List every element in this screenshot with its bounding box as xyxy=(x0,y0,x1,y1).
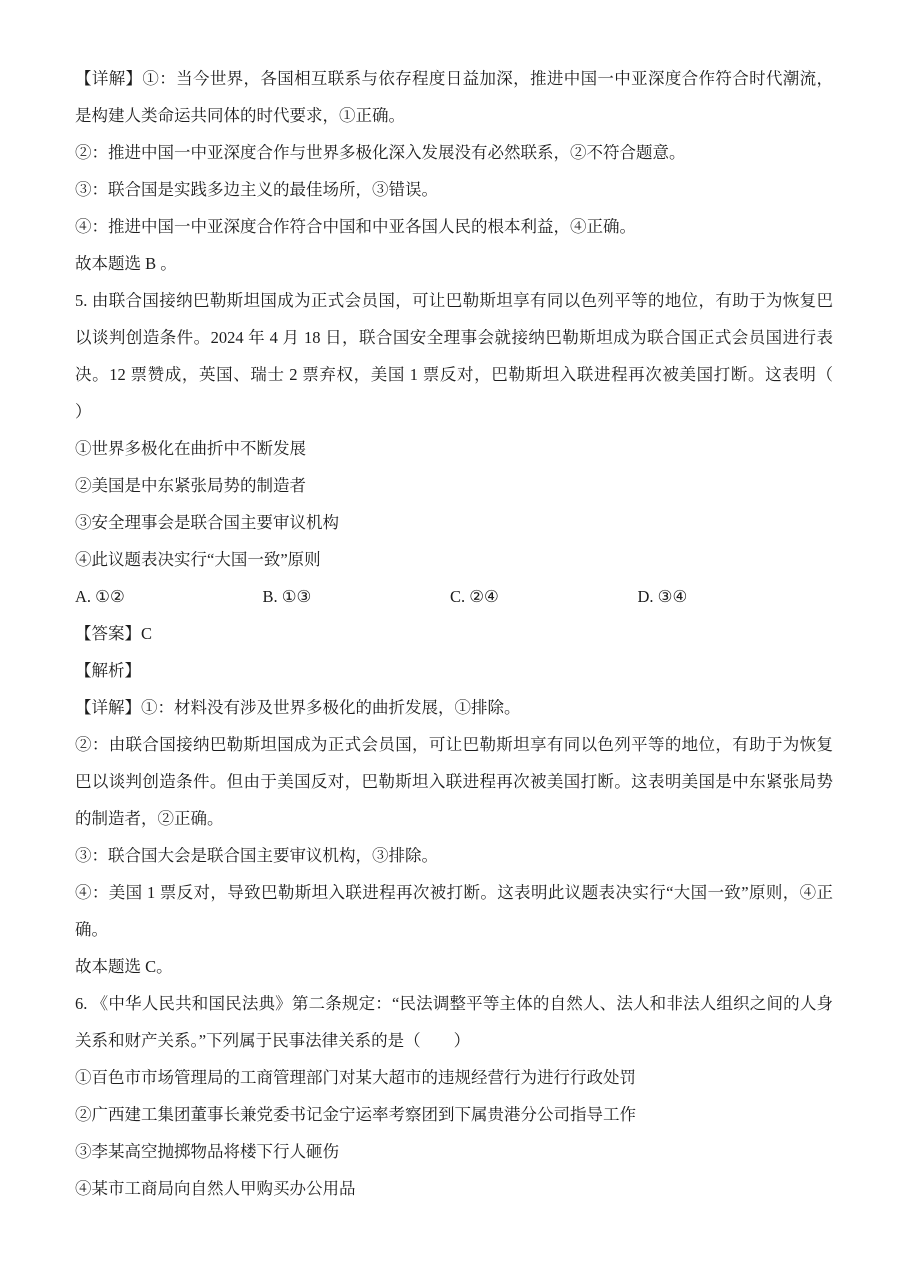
question-6-stem: 6. 《中华人民共和国民法典》第二条规定：“民法调整平等主体的自然人、法人和非法人组织之间的人身关系和财产关系。”下列属于民事法律关系的是（ ） xyxy=(75,994,833,1050)
conclusion-text: 故本题选 B 。 xyxy=(75,254,177,273)
explanation-paragraph-2: ②：推进中国一中亚深度合作与世界多极化深入发展没有必然联系，②不符合题意。 xyxy=(75,143,686,162)
choice-b: B. ①③ xyxy=(262,587,312,606)
question-6-option-2: ②广西建工集团董事长兼党委书记金宁运率考察团到下属贵港分公司指导工作 xyxy=(75,1105,636,1124)
explanation-paragraph-4: ④：美国 1 票反对，导致巴勒斯坦入联进程再次被打断。这表明此议题表决实行“大国一致”原则，④正确。 xyxy=(75,883,833,939)
question-5-option-2: ②美国是中东紧张局势的制造者 xyxy=(75,476,306,495)
explanation-paragraph-4: ④：推进中国一中亚深度合作符合中国和中亚各国人民的根本利益，④正确。 xyxy=(75,217,636,236)
question-6-option-1: ①百色市市场管理局的工商管理部门对某大超市的违规经营行为进行行政处罚 xyxy=(75,1068,636,1087)
question-5-section xyxy=(75,282,866,985)
question-6-option-3: ③李某高空抛掷物品将楼下行人砸伤 xyxy=(75,1142,339,1161)
q4-explanation-section xyxy=(75,60,833,282)
explanation-paragraph-3: ③：联合国大会是联合国主要审议机构，③排除。 xyxy=(75,846,438,865)
choice-c: C. ②④ xyxy=(450,587,499,606)
question-5-option-1: ①世界多极化在曲折中不断发展 xyxy=(75,439,306,458)
choice-a: A. ①② xyxy=(75,587,125,606)
explanation-paragraph-1: 【详解】①：当今世界，各国相互联系与依存程度日益加深，推进中国一中亚深度合作符合时代潮流，是构建人类命运共同体的时代要求，①正确。 xyxy=(75,69,833,125)
question-5-stem: 5. 由联合国接纳巴勒斯坦国成为正式会员国，可让巴勒斯坦享有同以色列平等的地位，有助于为恢复巴以谈判创造条件。2024 年 4 月 18 日，联合国安全理事会就接纳巴勒斯坦成为联合国正式会员国进行表决。12 票赞成，英国、瑞士 2 票弃权，美国 1 票反对，巴勒斯坦入联进程再次被美国打断。这表明（ ） xyxy=(75,291,866,421)
question-5-option-4: ④此议题表决实行“大国一致”原则 xyxy=(75,550,321,569)
analysis-label: 【解析】 xyxy=(75,661,141,680)
question-6-option-4: ④某市工商局向自然人甲购买办公用品 xyxy=(75,1179,356,1198)
conclusion-text: 故本题选 C。 xyxy=(75,957,173,976)
explanation-paragraph-2: ②：由联合国接纳巴勒斯坦国成为正式会员国，可让巴勒斯坦享有同以色列平等的地位，有助于为恢复巴以谈判创造条件。但由于美国反对，巴勒斯坦入联进程再次被美国打断。这表明美国是中东紧张局势的制造者，②正确。 xyxy=(75,735,833,828)
answer-label: 【答案】C xyxy=(75,624,153,643)
question-5-choice-row xyxy=(75,578,833,615)
question-5-option-3: ③安全理事会是联合国主要审议机构 xyxy=(75,513,339,532)
choice-d: D. ③④ xyxy=(637,587,688,606)
explanation-paragraph-1: 【详解】①：材料没有涉及世界多极化的曲折发展，①排除。 xyxy=(75,698,521,717)
explanation-paragraph-3: ③：联合国是实践多边主义的最佳场所，③错误。 xyxy=(75,180,438,199)
question-6-section xyxy=(75,985,833,1207)
